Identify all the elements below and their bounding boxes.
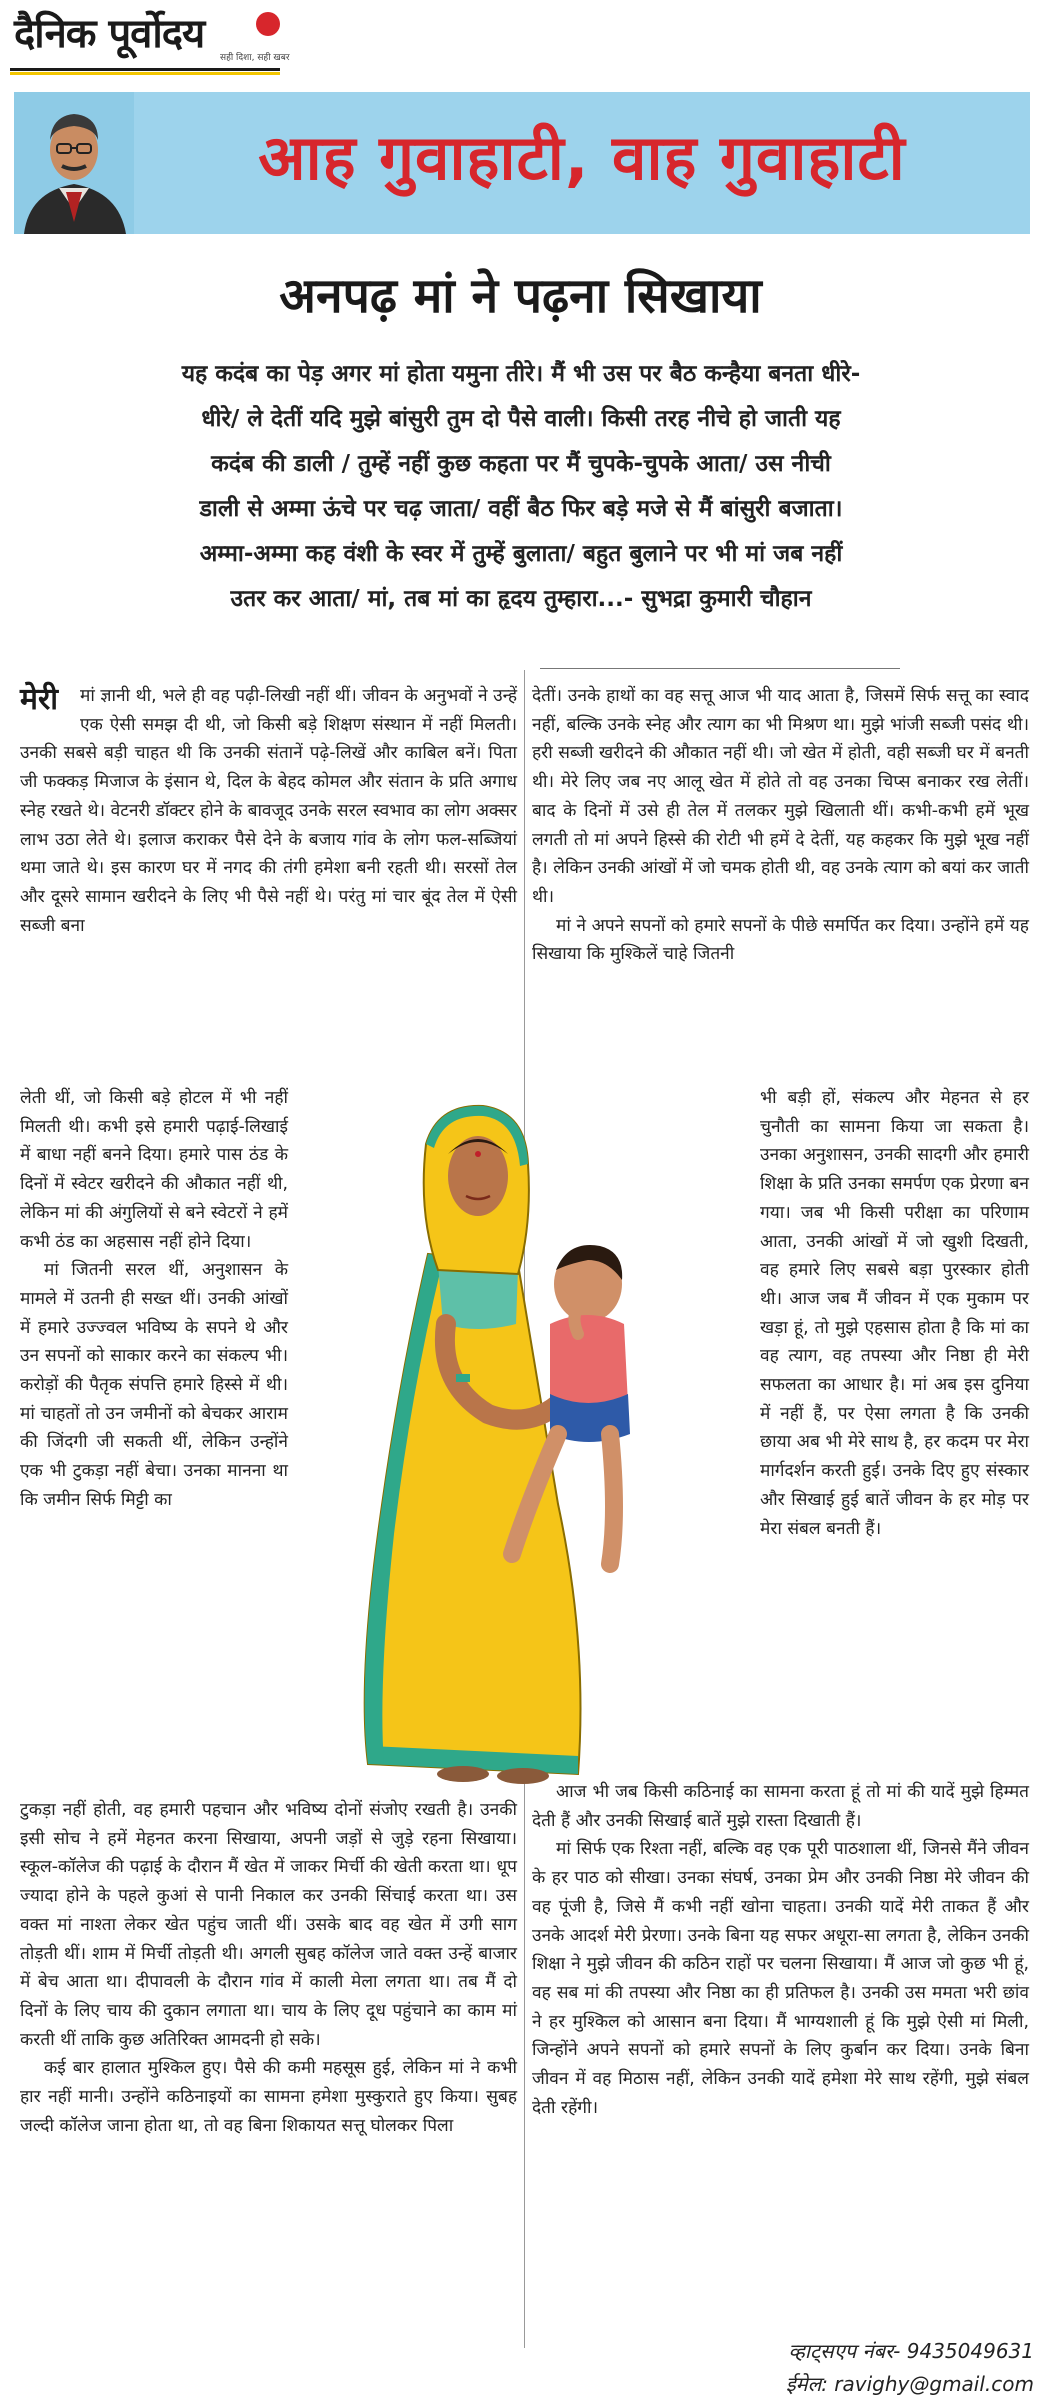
poem-line: अम्मा-अम्मा कह वंशी के स्वर में तुम्हें बुलाता/ बहुत बुलाने पर भी मां जब नहीं [199,541,843,567]
author-portrait-icon [14,92,134,234]
paragraph: लेती थीं, जो किसी बड़े होटल में भी नहीं मिलती थी। कभी इसे हमारी पढ़ाई-लिखाई में बाधा नहीं बनने दिया। हमारे पास ठंड के दिनों में स्वेटर खरीदने की औकात नहीं थी, लेकिन मां की अंगुलियों से बने स्वेटरों ने हमें कभी ठंड का अहसास नहीं होने दिया। [20,1088,288,1252]
article-column-right-bottom [532,1778,1029,2122]
paragraph: मां जितनी सरल थीं, अनुशासन के मामले में उतनी ही सख्त थीं। उनकी आंखों में हमारे उज्ज्वल भविष्य के सपने थे और उन सपनों को साकार करने का संकल्प भी। करोड़ों की पैतृक संपत्ति हमारे हिस्से में थी। मां चाहतों तो उन जमीनों को बेचकर आराम की जिंदगी जी सकती थीं, लेकिन उन्होंने एक भी टुकड़ा नहीं बेचा। उनका मानना था कि जमीन सिर्फ मिट्टी का [20,1260,288,1510]
article-column-left-narrow [20,1084,288,1515]
email-address: ईमेल: ravighy@gmail.com [785,2372,1034,2396]
poem-line: डाली से अम्मा ऊंचे पर चढ़ जाता/ वहीं बैठ फिर बड़े मजे से मैं बांसुरी बजाता। [199,496,843,522]
paragraph: भी बड़ी हों, संकल्प और मेहनत से हर चुनौती का सामना किया जा सकता है। उनका अनुशासन, उनकी सादगी और हमारी शिक्षा के प्रति उनका समर्पण एक प्रेरणा बन गया। जब भी किसी परीक्षा का परिणाम आता, उनकी आंखों में जो खुशी दिखती, वह हमारे लिए सबसे बड़ा पुरस्कार होती थी। आज जब मैं जीवन में एक मुकाम पर खड़ा हूं, तो मुझे एहसास होता है कि मां का वह त्याग, वह तपस्या और निष्ठा ही मेरी सफलता का आधार है। मां अब इस दुनिया में नहीं हैं, पर ऐसा लगता है कि उनकी छाया अब भी मेरे साथ है, हर कदम पर मेरा मार्गदर्शन करती हुई। उनके दिए हुए संस्कार और सिखाई हुई बातें जीवन के हर मोड़ पर मेरा संबल बनती हैं। [760,1088,1029,1539]
article-column-left-bottom [20,1796,517,2140]
column-title: आह गुवाहाटी, वाह गुवाहाटी [258,121,906,194]
author-contact [640,2335,1034,2401]
newspaper-title: दैनिक पूर्वोदय [14,11,205,57]
article-column-right-top [532,682,1029,969]
paragraph: टुकड़ा नहीं होती, वह हमारी पहचान और भविष्य दोनों संजोए रखती है। उनकी इसी सोच ने हमें मेहनत करना सिखाया, अपनी जड़ों से जुड़े रहना सिखाया। स्कूल-कॉलेज की पढ़ाई के दौरान मैं खेत में जाकर मिर्ची की खेती करता था। धूप ज्यादा होने के पहले कुआं से पानी निकाल कर उनकी सिंचाई करता था। उस वक्त मां नाश्ता लेकर खेत पहुंच जाती थीं। उसके बाद वह खेत में उगी साग तोड़ती थीं। शाम में मिर्ची तोड़ती थी। अगली सुबह कॉलेज जाते वक्त उन्हें बाजार में बेच आता था। दीपावली के दौरान गांव में काली मेला लगता था। तब मैं दो दिनों के लिए चाय की दुकान लगाता था। चाय के लिए दूध पहुंचाने का काम मां करती थीं ताकि कुछ अतिरिक्त आमदनी हो सके। [20,1800,517,2050]
poem-line: उतर कर आता/ मां, तब मां का हृदय तुम्हारा...- सुभद्रा कुमारी चौहान [230,586,812,612]
paragraph: मां ने अपने सपनों को हमारे सपनों के पीछे समर्पित कर दिया। उन्होंने हमें यह सिखाया कि मुश्किलें चाहे जितनी [532,915,1029,965]
mother-child-illustration [288,1084,754,1784]
whatsapp-number: व्हाट्सएप नंबर- 9435049631 [788,2339,1034,2363]
article-headline: अनपढ़ मां ने पढ़ना सिखाया [279,268,762,324]
paragraph: देतीं। उनके हाथों का वह सत्तू आज भी याद आता है, जिसमें सिर्फ सत्तू का स्वाद नहीं, बल्कि उनके स्नेह और त्याग का भी मिश्रण था। मुझे भांजी सब्जी पसंद थी। हरी सब्जी खरीदने की औकात नहीं थी। जो खेत में होती, वही सब्जी घर में बनती थी। मेरे लिए जब नए आलू खेत में होते तो वह उनका चिप्स बनाकर रख लेतीं। बाद के दिनों में उसे ही तेल में तलकर मुझे खिलाती थीं। कभी-कभी हमें भूख लगती तो मां अपने हिस्से की रोटी भी हमें दे देतीं, यह कहकर कि मुझे भूख नहीं है। लेकिन उनकी आंखों में जो चमक होती थी, वह उनके त्याग को बयां कर जाती थी। [532,686,1029,907]
column-divider [524,1778,525,2348]
logo-dot-icon [256,12,280,36]
poem-line: कदंब की डाली / तुम्हें नहीं कुछ कहता पर मैं चुपके-चुपके आता/ उस नीची [211,451,831,477]
poem-line: यह कदंब का पेड़ अगर मां होता यमुना तीरे। मैं भी उस पर बैठ कन्हैया बनता धीरे- [181,361,861,387]
column-banner [14,92,1030,234]
poem-quote [42,352,1000,622]
poem-line: धीरे/ ले देतीं यदि मुझे बांसुरी तुम दो पैसे वाली। किसी तरह नीचे हो जाती यह [201,406,841,432]
masthead-rule [10,68,280,71]
paragraph: कई बार हालात मुश्किल हुए। पैसे की कमी महसूस हुई, लेकिन मां ने कभी हार नहीं मानी। उन्होंने कठिनाइयों का सामना हमेशा मुस्कुराते हुए किया। सुबह जल्दी कॉलेज जाना होता था, तो वह बिना शिकायत सत्तू घोलकर पिला [20,2058,517,2136]
column-rule [540,668,900,669]
article-column-left-top [20,682,517,940]
article-column-right-narrow [760,1084,1029,1543]
paragraph: मां सिर्फ एक रिश्ता नहीं, बल्कि वह एक पूरी पाठशाला थीं, जिनसे मैंने जीवन के हर पाठ को सीखा। उनका संघर्ष, उनका प्रेम और उनकी निष्ठा मेरे जीवन की वह पूंजी है, जिसे मैं कभी नहीं खोना चाहता। उनकी यादें मेरी ताकत हैं और उनके आदर्श मेरी प्रेरणा। उनके बिना यह सफर अधूरा-सा लगता है, लेकिन उनकी शिक्षा ने मुझे जीवन की कठिन राहों पर चलना सिखाया। मैं आज जो कुछ भी हूं, वह सब मां की तपस्या और निष्ठा का ही प्रतिफल है। उनकी उस ममता भरी छांव ने हर मुश्किल को आसान बना दिया। मैं भाग्यशाली हूं कि मुझे ऐसी मां मिली, जिन्होंने अपने सपनों को हमारे सपनों के लिए कुर्बान कर दिया। उनके बिना जीवन में वह मिठास नहीं, लेकिन उनकी यादें हमेशा मेरे साथ रहेंगी, मुझे संबल देती रहेंगी। [532,1839,1029,2118]
author-photo [14,92,134,234]
newspaper-tagline: सही दिशा, सही खबर [220,53,290,63]
mother-holding-child-icon [288,1084,754,1784]
paragraph: आज भी जब किसी कठिनाई का सामना करता हूं तो मां की यादें मुझे हिम्मत देती हैं और उनकी सिखाई बातें मुझे रास्ता दिखाती हैं। [532,1782,1029,1831]
paragraph: मां ज्ञानी थी, भले ही वह पढ़ी-लिखी नहीं थीं। जीवन के अनुभवों ने उन्हें एक ऐसी समझ दी थी, जो किसी बड़े शिक्षण संस्थान में नहीं मिलती। उनकी सबसे बड़ी चाहत थी कि उनकी संतानें पढ़े-लिखें और काबिल बनें। पिता जी फक्कड़ मिजाज के इंसान थे, दिल के बेहद कोमल और संतान के प्रति अगाध स्नेह रखते थे। वेटनरी डॉक्टर होने के बावजूद उनके सरल स्वभाव का लोग अक्सर लाभ उठा लेते थे। इलाज कराकर पैसे देने के बजाय गांव के लोग फल-सब्जियां थमा जाते थे। इस कारण घर में नगद की तंगी हमेशा बनी रहती थी। सरसों तेल और दूसरे सामान खरीदने के लिए भी पैसे नहीं थे। परंतु मां चार बूंद तेल में ऐसी सब्जी बना [20,686,517,936]
lead-word: मेरी [20,682,58,717]
masthead-rule-accent [10,72,280,75]
masthead [0,0,1041,78]
